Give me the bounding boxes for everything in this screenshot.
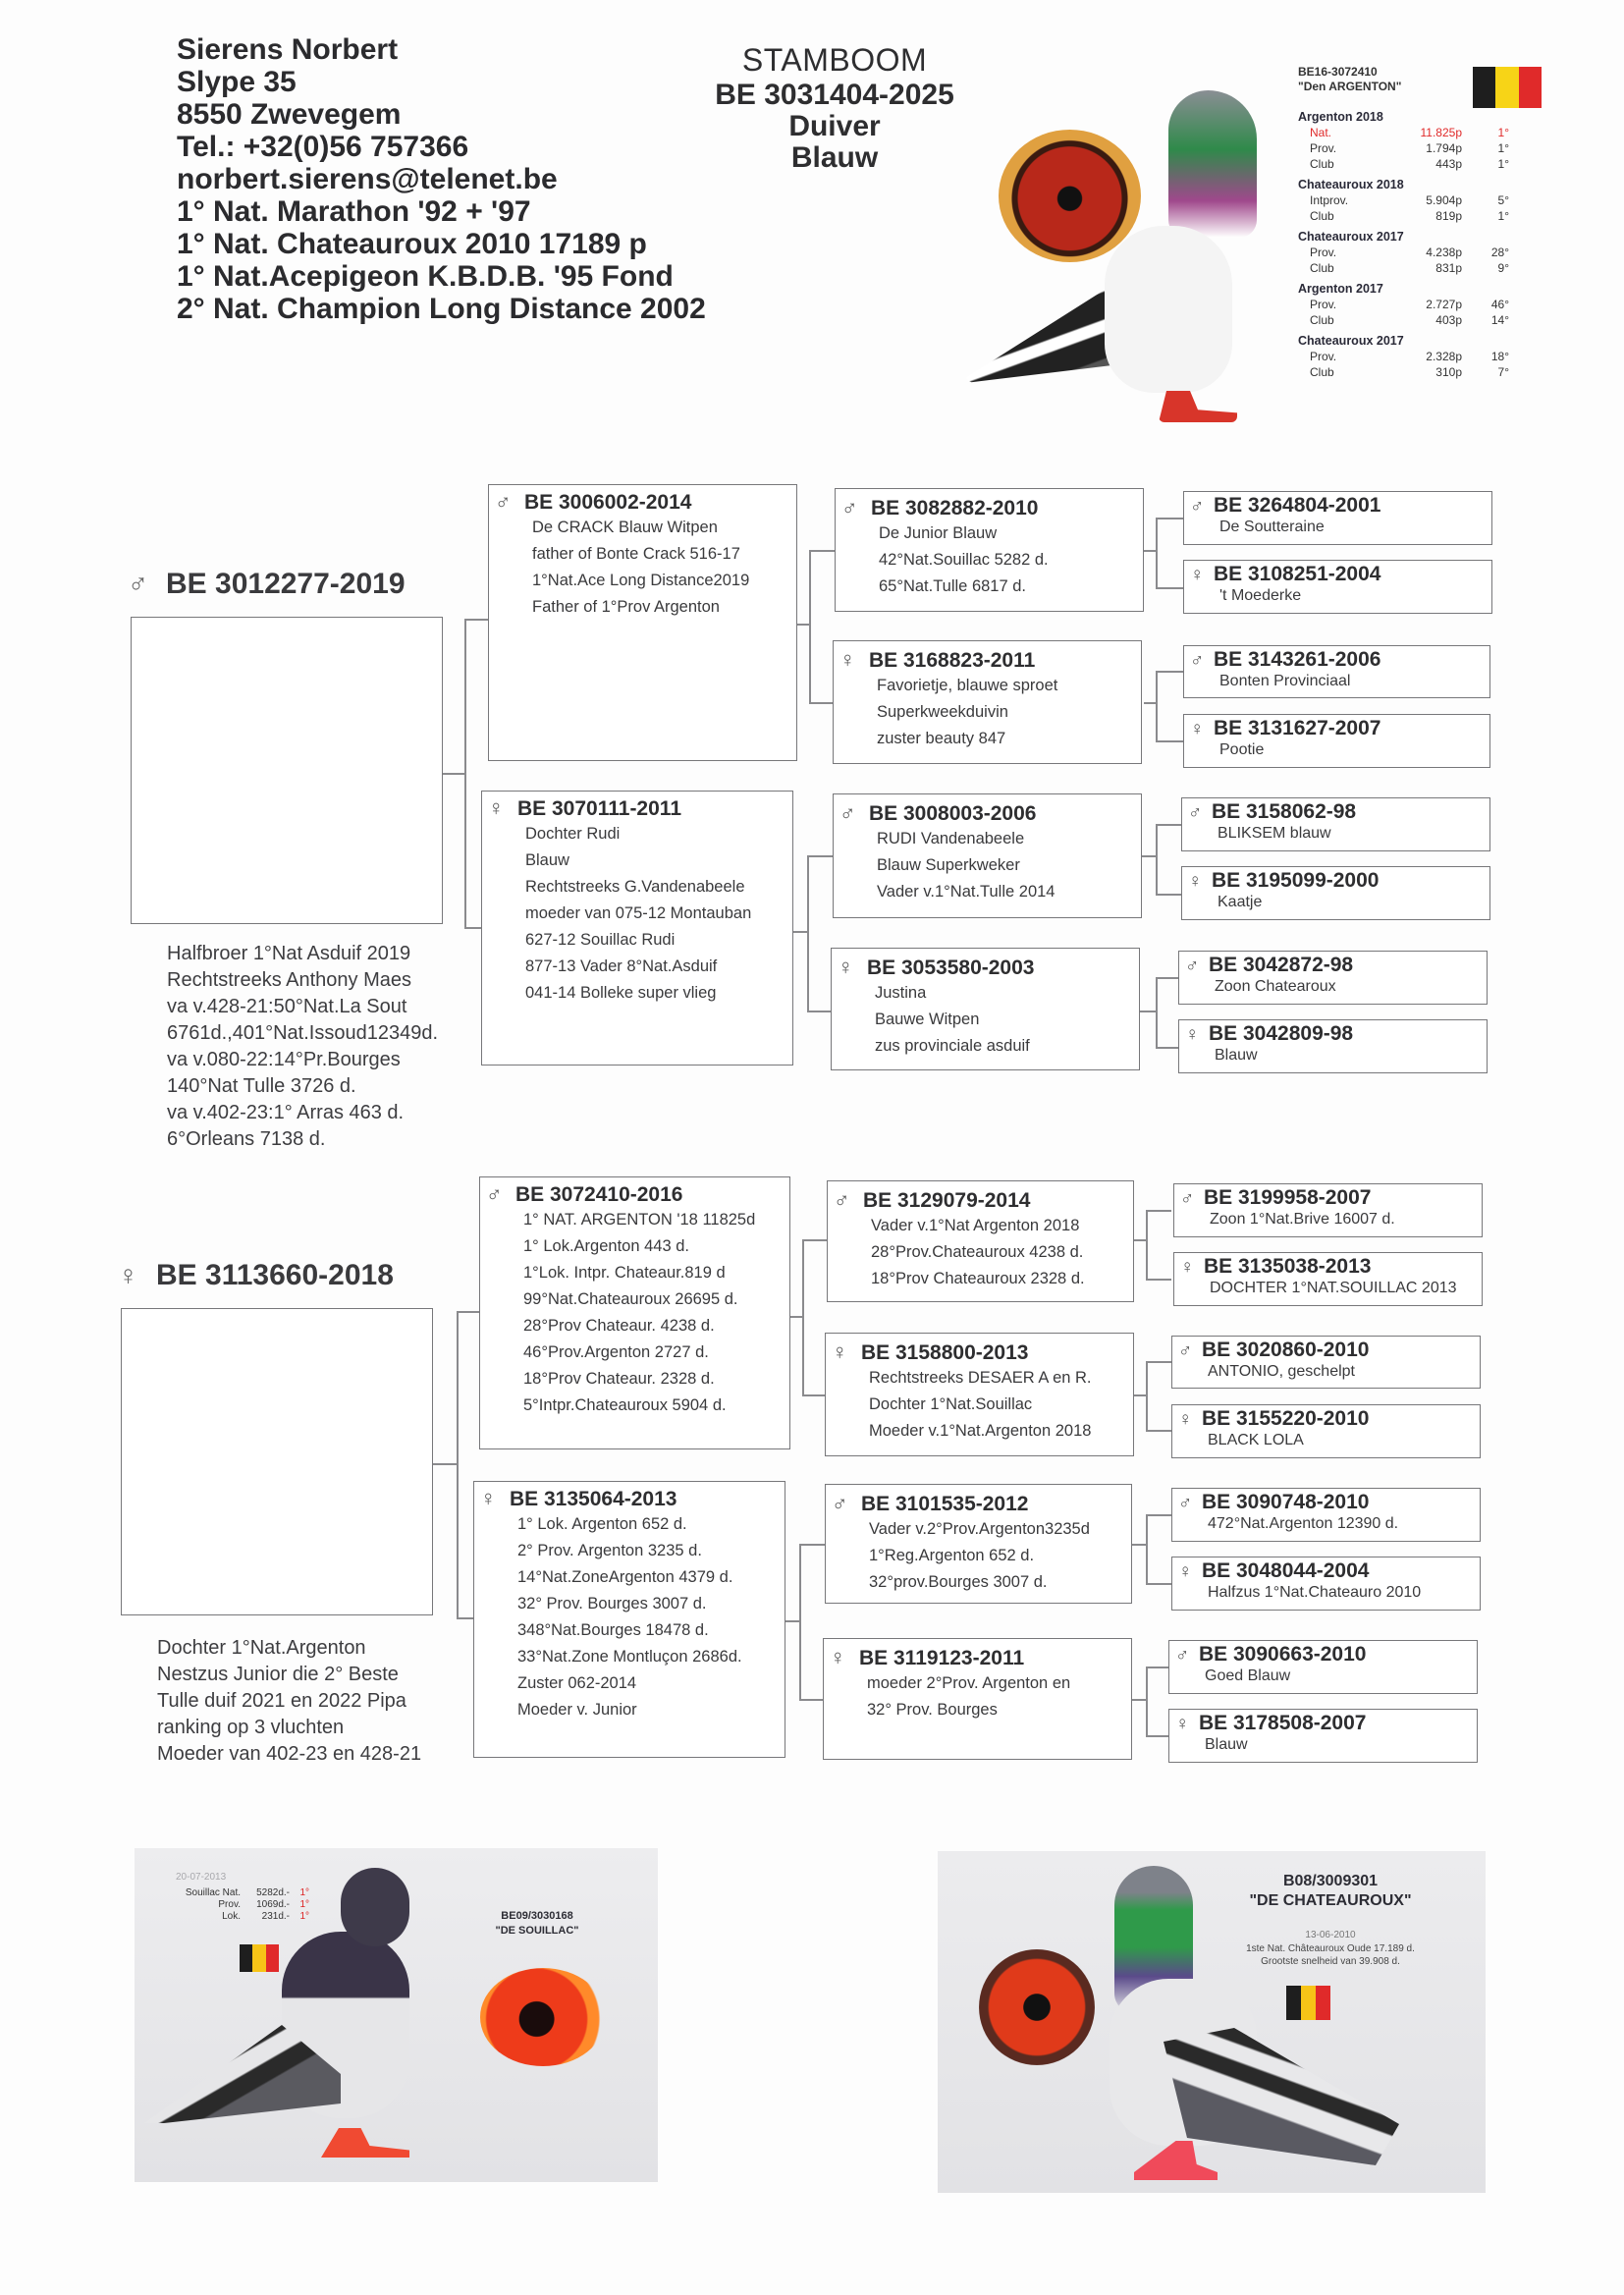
ring-number: BE 3090663-2010: [1199, 1643, 1367, 1666]
card-details: BLACK LOLA: [1208, 1432, 1304, 1448]
ring-number: BE 3072410-2016: [515, 1183, 683, 1206]
pedigree-card-sire-mother[interactable]: [481, 791, 793, 1066]
card-details: De CRACK Blauw Witpen father of Bonte Crack 516-17 1°Nat.Ace Long Distance2019 Father of 1°Prov Argenton: [532, 519, 750, 616]
ring-number: BE 3119123-2011: [859, 1647, 1025, 1669]
card-details: BLIKSEM blauw: [1218, 825, 1331, 842]
owner-city: 8550 Zwevegem: [177, 98, 402, 131]
ring-number: BE 3006002-2014: [524, 491, 692, 514]
photo-ring: BE09/3030168: [501, 1910, 573, 1922]
card-details: 472°Nat.Argenton 12390 d.: [1208, 1515, 1399, 1532]
pedigree-card[interactable]: [823, 1638, 1132, 1760]
ring-number: BE 3143261-2006: [1214, 648, 1381, 671]
photo-ring: BE16-3072410: [1298, 65, 1378, 79]
photo-de-souillac: [135, 1848, 658, 2182]
ring-number: BE 3042872-98: [1209, 954, 1354, 976]
female-icon: ♀: [1178, 1409, 1193, 1430]
pigeon-head: [1168, 90, 1257, 238]
ring-number: BE 3101535-2012: [861, 1493, 1029, 1515]
race-heading: Chateauroux 2017: [1298, 334, 1404, 348]
pedigree-card[interactable]: [1173, 1183, 1483, 1237]
photo-de-chateauroux: [938, 1851, 1486, 2193]
sire-photo-placeholder: [131, 617, 443, 924]
ring-number: BE 3264804-2001: [1214, 494, 1381, 517]
male-icon: ♂: [841, 495, 858, 519]
card-details: moeder 2°Prov. Argenton en 32° Prov. Bourges: [867, 1674, 1071, 1719]
dam-ring: ♀ BE 3113660-2018: [118, 1259, 394, 1291]
male-icon: ♂: [1190, 650, 1205, 671]
card-details: Goed Blauw: [1205, 1667, 1291, 1684]
dam-note: Dochter 1°Nat.Argenton Nestzus Junior die 2° Beste Tulle duif 2021 en 2022 Pipa ranking op 3 vluchten Moeder van 402-23 en 428-21: [157, 1637, 422, 1765]
male-icon: ♂: [1185, 956, 1200, 976]
eye-image: [979, 1949, 1095, 2065]
pigeon-feet: [1159, 391, 1237, 422]
result-row: Club 831p 9°: [1310, 261, 1509, 275]
result-row: Prov. 4.238p 28°: [1310, 246, 1509, 259]
female-icon: ♀: [1190, 565, 1205, 585]
card-details: Dochter Rudi Blauw Rechtstreeks G.Vandenabeele moeder van 075-12 Montauban 627-12 Souillac Rudi 877-13 Vader 8°Nat.Asduif 041-14 Bolleke super vlieg: [525, 825, 752, 1002]
male-icon: ♂: [839, 800, 856, 825]
top-pigeon-photo: [957, 79, 1291, 432]
photo-date: 13-06-2010: [1305, 1930, 1356, 1940]
ring-number: BE 3048044-2004: [1202, 1559, 1370, 1582]
pedigree-card[interactable]: [835, 488, 1144, 612]
female-icon: ♀: [480, 1486, 497, 1510]
male-icon: ♂: [1178, 1493, 1193, 1513]
pigeon-head: [341, 1868, 409, 1946]
male-icon: ♂: [832, 1491, 848, 1515]
male-icon: ♂: [834, 1187, 850, 1212]
ring-number: BE 3168823-2011: [869, 649, 1036, 672]
ring-number: BE 3135064-2013: [510, 1488, 677, 1510]
card-details: Halfzus 1°Nat.Chateauro 2010: [1208, 1584, 1422, 1601]
pedigree-card[interactable]: [833, 640, 1142, 764]
female-icon: ♀: [1188, 871, 1203, 892]
owner-email: norbert.sierens@telenet.be: [177, 163, 558, 195]
card-details: DOCHTER 1°NAT.SOUILLAC 2013: [1210, 1280, 1457, 1296]
card-details: ANTONIO, geschelpt: [1208, 1363, 1355, 1380]
photo-caption: 1ste Nat. Châteauroux Oude 17.189 d.: [1246, 1943, 1415, 1954]
pedigree-card[interactable]: [825, 1484, 1132, 1604]
pedigree-card[interactable]: [1171, 1336, 1481, 1389]
ring-number: BE 3108251-2004: [1214, 563, 1381, 585]
female-icon: ♀: [1190, 719, 1205, 739]
pedigree-card[interactable]: [1171, 1488, 1481, 1542]
card-details: Bonten Provinciaal: [1219, 673, 1351, 689]
result-row: Prov. 1.794p 1°: [1310, 141, 1509, 155]
result-row: Club 310p 7°: [1310, 365, 1509, 379]
ring-number: BE 3158062-98: [1212, 800, 1357, 823]
owner-achievement: 1° Nat.Acepigeon K.B.D.B. '95 Fond: [177, 260, 674, 293]
title-heading: STAMBOOM: [741, 42, 928, 78]
belgian-flag-icon: [1286, 1986, 1330, 2020]
dam-photo-placeholder: [121, 1308, 433, 1615]
card-details: Justina Bauwe Witpen zus provinciale asduif: [875, 984, 1030, 1055]
ring-number: BE 3008003-2006: [869, 802, 1037, 825]
eye-image: [480, 1968, 606, 2066]
pigeon-feet: [321, 2128, 409, 2158]
female-icon: ♀: [1185, 1024, 1200, 1045]
ring-number: BE 3199958-2007: [1204, 1186, 1372, 1209]
card-details: Rechtstreeks DESAER A en R. Dochter 1°Nat.Souillac Moeder v.1°Nat.Argenton 2018: [869, 1369, 1092, 1440]
result-row: Nat. 11.825p 1°: [1310, 126, 1509, 139]
pedigree-title: [687, 41, 982, 174]
pigeon-body: [1105, 226, 1232, 393]
photo-name: "DE SOUILLAC": [495, 1925, 579, 1937]
result-row: Club 443p 1°: [1310, 157, 1509, 171]
photo-name: "DE CHATEAUROUX": [1249, 1892, 1412, 1909]
belgian-flag-icon: [240, 1944, 279, 1972]
result-row: Prov. 2.727p 46°: [1310, 298, 1509, 311]
owner-info: [177, 33, 706, 325]
card-details: Zoon Chatearoux: [1215, 978, 1336, 995]
ring-number: BE 3155220-2010: [1202, 1407, 1370, 1430]
pedigree-card[interactable]: [1183, 645, 1490, 698]
pedigree-card[interactable]: [1183, 560, 1492, 614]
photo-results: Souillac Nat. 5282d.- 1° Prov. 1069d.- 1° Lok. 231d.- 1°: [185, 1887, 309, 1922]
card-details: Vader v.1°Nat Argenton 2018 28°Prov.Chateauroux 4238 d. 18°Prov Chateauroux 2328 d.: [871, 1217, 1085, 1287]
ring-number: BE 3195099-2000: [1212, 869, 1380, 892]
owner-achievement: 1° Nat. Marathon '92 + '97: [177, 195, 531, 228]
ring-number: BE 3020860-2010: [1202, 1339, 1370, 1361]
ring-number: BE 3135038-2013: [1204, 1255, 1372, 1278]
photo-name: "Den ARGENTON": [1298, 80, 1402, 93]
ring-number: BE 3053580-2003: [867, 956, 1035, 979]
male-icon: ♂: [486, 1181, 503, 1206]
photo-caption: Grootste snelheid van 39.908 d.: [1261, 1956, 1400, 1967]
owner-achievement: 1° Nat. Chateauroux 2010 17189 p: [177, 228, 647, 260]
pedigree-card[interactable]: [833, 793, 1142, 918]
pedigree-card[interactable]: [1181, 797, 1490, 851]
sire-note: Halfbroer 1°Nat Asduif 2019 Rechtstreeks Anthony Maes va v.428-21:50°Nat.La Sout 6761d.,401°Nat.Issoud12349d. va v.080-22:14°Pr.Bourges 140°Nat Tulle 3726 d. va v.402-23:1° Arras 463 d. 6°Orleans 7138 d.: [167, 943, 438, 1150]
pedigree-card[interactable]: [1181, 866, 1490, 920]
card-details: Zoon 1°Nat.Brive 16007 d.: [1210, 1211, 1395, 1228]
card-details: 't Moederke: [1219, 587, 1302, 604]
result-row: Club 403p 14°: [1310, 313, 1509, 327]
title-color: Blauw: [790, 141, 879, 174]
result-row: Club 819p 1°: [1310, 209, 1509, 223]
pedigree-card[interactable]: [1183, 491, 1492, 545]
female-icon: ♀: [839, 647, 856, 672]
result-row: Prov. 2.328p 18°: [1310, 350, 1509, 363]
pedigree-card[interactable]: [1171, 1557, 1481, 1611]
owner-street: Slype 35: [177, 66, 297, 98]
male-icon: ♂: [1180, 1188, 1195, 1209]
card-details: De Junior Blauw 42°Nat.Souillac 5282 d. 65°Nat.Tulle 6817 d.: [879, 524, 1049, 595]
owner-name: Sierens Norbert: [177, 33, 399, 66]
photo-ring: B08/3009301: [1282, 1873, 1379, 1889]
card-details: Blauw: [1205, 1736, 1248, 1753]
male-icon: ♂: [1178, 1340, 1193, 1361]
female-icon: ♀: [1178, 1561, 1193, 1582]
female-icon: ♀: [1180, 1257, 1195, 1278]
female-icon: ♀: [488, 795, 505, 820]
pedigree-card[interactable]: [825, 1333, 1134, 1456]
top-photo-stats: [1298, 65, 1524, 380]
pigeon-feet: [1134, 2141, 1218, 2180]
result-row: Intprov. 5.904p 5°: [1310, 193, 1509, 207]
pedigree-card[interactable]: [1168, 1709, 1478, 1763]
title-sex: Duiver: [788, 110, 881, 142]
race-heading: Argenton 2017: [1298, 282, 1383, 296]
male-icon: ♂: [128, 569, 148, 599]
owner-phone: Tel.: +32(0)56 757366: [177, 131, 469, 163]
ring-number: BE 3131627-2007: [1214, 717, 1381, 739]
ring-number: BE 3042809-98: [1209, 1022, 1354, 1045]
race-heading: Chateauroux 2017: [1298, 230, 1404, 244]
pedigree-card[interactable]: [1178, 951, 1488, 1005]
photo-date: 20-07-2013: [176, 1872, 227, 1883]
owner-achievement: 2° Nat. Champion Long Distance 2002: [177, 293, 706, 325]
card-details: Pootie: [1219, 741, 1265, 758]
female-icon: ♀: [1175, 1714, 1190, 1734]
pedigree-card[interactable]: [1183, 714, 1490, 768]
ring-number: BE 3158800-2013: [861, 1341, 1029, 1364]
pedigree-card[interactable]: [827, 1180, 1134, 1302]
race-heading: Chateauroux 2018: [1298, 178, 1404, 191]
card-details: 1° NAT. ARGENTON '18 11825d 1° Lok.Argenton 443 d. 1°Lok. Intpr. Chateaur.819 d 99°Nat.Chateauroux 26695 d. 28°Prov Chateaur. 4238 d. 46°Prov.Argenton 2727 d. 18°Prov Chateaur. 2328 d. 5°Intpr.Chateauroux 5904 d.: [523, 1211, 756, 1414]
card-details: RUDI Vandenabeele Blauw Superkweker Vader v.1°Nat.Tulle 2014: [877, 830, 1056, 901]
card-details: Favorietje, blauwe sproet Superkweekduivin zuster beauty 847: [877, 677, 1058, 747]
pedigree-card-dam-father[interactable]: [479, 1176, 790, 1449]
card-details: De Soutteraine: [1219, 519, 1325, 535]
female-icon: ♀: [118, 1260, 138, 1290]
female-icon: ♀: [830, 1645, 846, 1669]
title-ring: BE 3031404-2025: [715, 79, 954, 111]
pedigree-card[interactable]: [1178, 1019, 1488, 1073]
male-icon: ♂: [1190, 496, 1205, 517]
pedigree-card[interactable]: [831, 948, 1140, 1070]
female-icon: ♀: [838, 955, 854, 979]
ring-number: BE 3178508-2007: [1199, 1712, 1367, 1734]
pedigree-card[interactable]: [1173, 1252, 1483, 1306]
card-details: 1° Lok. Argenton 652 d. 2° Prov. Argenton 3235 d. 14°Nat.ZoneArgenton 4379 d. 32° Prov. Bourges 3007 d. 348°Nat.Bourges 18478 d. 33°Nat.Zone Montluçon 2686d. Zuster 062-2014 Moeder v. Junior: [517, 1515, 742, 1719]
pedigree-card-sire-father[interactable]: [488, 484, 797, 761]
card-details: Blauw: [1215, 1047, 1258, 1064]
eye-image: [999, 130, 1141, 262]
pedigree-card[interactable]: [1171, 1404, 1481, 1458]
male-icon: ♂: [1188, 802, 1203, 823]
pedigree-card[interactable]: [1168, 1640, 1478, 1694]
ring-number: BE 3082882-2010: [871, 497, 1039, 519]
female-icon: ♀: [832, 1339, 848, 1364]
ring-number: BE 3070111-2011: [517, 797, 681, 820]
ring-number: BE 3090748-2010: [1202, 1491, 1370, 1513]
ring-number: BE 3129079-2014: [863, 1189, 1031, 1212]
belgian-flag-icon: [1473, 67, 1542, 108]
card-details: Kaatje: [1218, 894, 1263, 910]
card-details: Vader v.2°Prov.Argenton3235d 1°Reg.Argenton 652 d. 32°prov.Bourges 3007 d.: [869, 1520, 1090, 1591]
male-icon: ♂: [1175, 1645, 1190, 1666]
pedigree-card-dam-mother[interactable]: [473, 1481, 785, 1758]
race-heading: Argenton 2018: [1298, 110, 1383, 124]
sire-ring: ♂ BE 3012277-2019: [128, 568, 406, 600]
male-icon: ♂: [495, 489, 512, 514]
